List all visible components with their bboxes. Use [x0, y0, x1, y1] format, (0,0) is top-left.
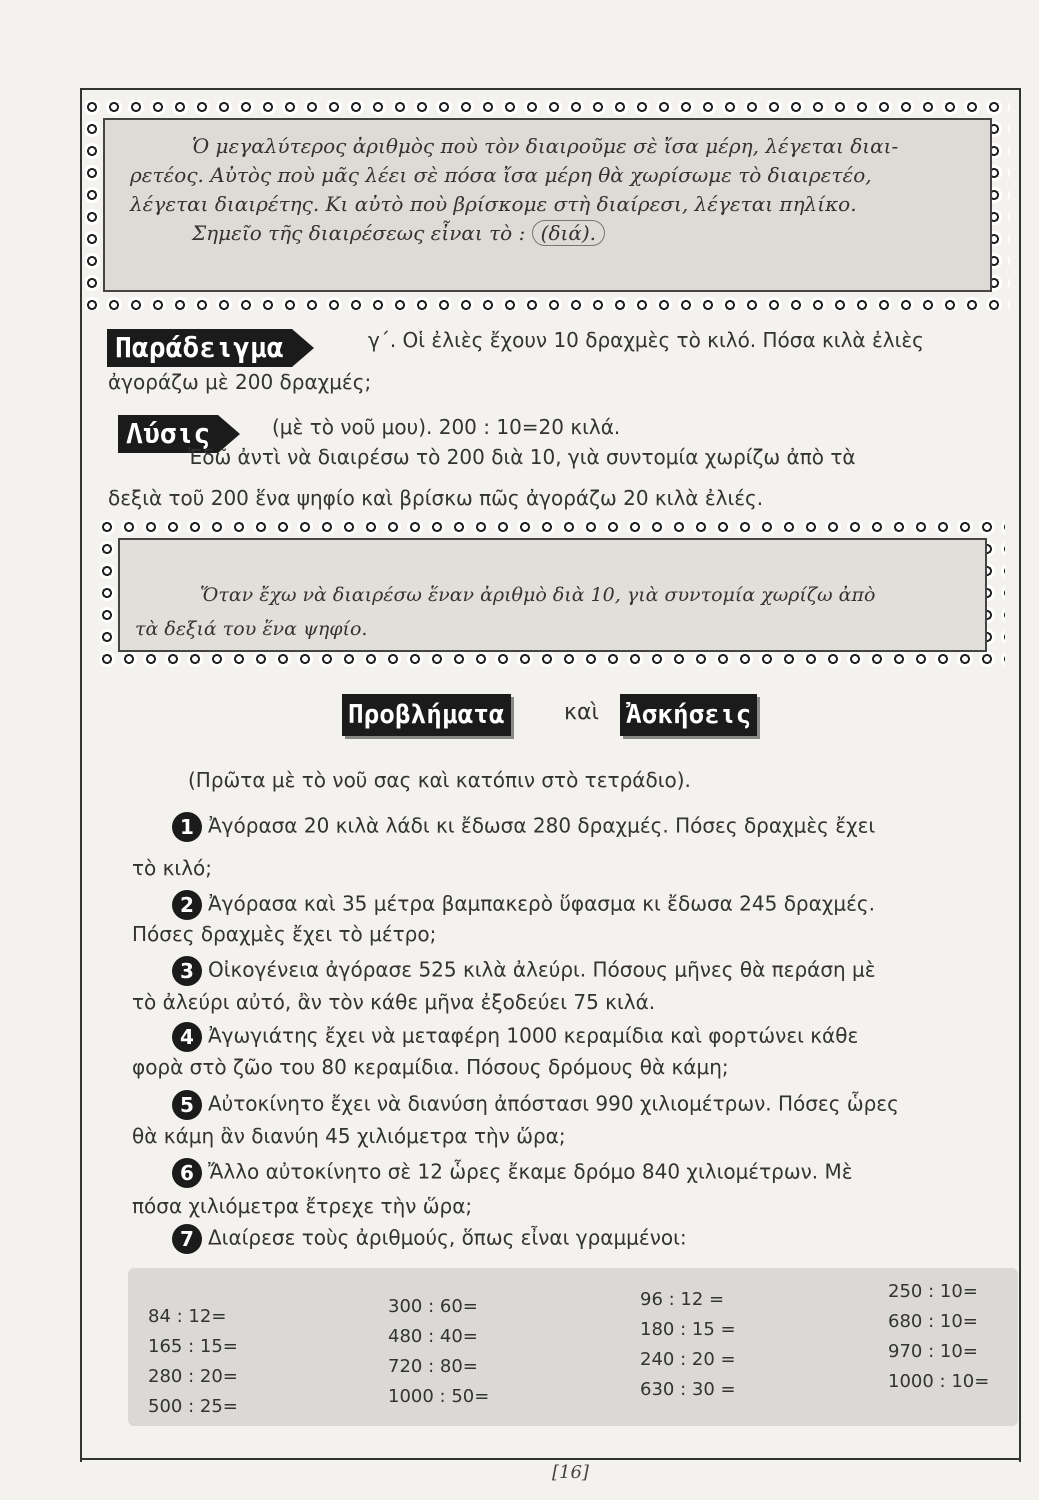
- exercise-item: 96 : 12 =: [640, 1289, 725, 1310]
- problem-line: Διαίρεσε τοὺς ἀριθμούς, ὅπως εἶναι γραμμένοι:: [208, 1225, 687, 1250]
- problem-6: [172, 1158, 853, 1188]
- problem-line: Ἀγόρασα 20 κιλὰ λάδι κι ἔδωσα 280 δραχμές. Πόσες δραχμὲς ἔχει: [208, 813, 876, 838]
- exercise-item: 680 : 10=: [888, 1311, 978, 1332]
- definition-line-1: Ὁ μεγαλύτερος ἀριθμὸς ποὺ τὸν διαιροῦμε σὲ ἴσα μέρη, λέγεται διαι-: [192, 134, 899, 158]
- exercise-item: 240 : 20 =: [640, 1349, 736, 1370]
- exercise-item: 970 : 10=: [888, 1341, 978, 1362]
- problem-line: Αὐτοκίνητο ἔχει νὰ διανύση ἀπόστασι 990 χιλιομέτρων. Πόσες ὧρες: [208, 1091, 899, 1116]
- problem-number-badge: 4: [172, 1022, 202, 1052]
- problem-1-cont: τὸ κιλό;: [132, 856, 212, 880]
- exercise-item: 630 : 30 =: [640, 1379, 736, 1400]
- problem-2: [172, 890, 875, 920]
- problem-6-cont: πόσα χιλιόμετρα ἔτρεχε τὴν ὥρα;: [132, 1194, 473, 1218]
- problem-number-badge: 5: [172, 1090, 202, 1120]
- exercise-column-2: [388, 1292, 489, 1412]
- division-symbol: (διά).: [532, 220, 605, 246]
- page-number: [16]: [552, 1462, 589, 1483]
- division-sign-text: Σημεῖο τῆς διαιρέσεως εἶναι τὸ :: [192, 221, 526, 245]
- solution-line-1: (μὲ τὸ νοῦ μου). 200 : 10=20 κιλά.: [272, 415, 621, 439]
- problem-3: [172, 956, 876, 986]
- problem-7: [172, 1224, 687, 1254]
- problem-2-cont: Πόσες δραχμὲς ἔχει τὸ μέτρο;: [132, 922, 437, 946]
- problem-line: Ἀγωγιάτης ἔχει νὰ μεταφέρη 1000 κεραμίδια καὶ φορτώνει κάθε: [208, 1023, 859, 1048]
- definition-line-3: λέγεται διαιρέτης. Κι αὐτὸ ποὺ βρίσκομε στὴ διαίρεσι, λέγεται πηλίκο.: [130, 192, 857, 216]
- problem-number-badge: 1: [172, 812, 202, 842]
- heading-and: καὶ: [564, 700, 599, 725]
- rule-line-1: Ὅταν ἔχω νὰ διαιρέσω ἕναν ἀριθμὸ διὰ 10, γιὰ συντομία χωρίζω ἀπὸ: [200, 584, 876, 606]
- rule-line-2: τὰ δεξιά του ἕνα ψηφίο.: [135, 618, 368, 640]
- heading-exercises: Ἀσκήσεις: [620, 694, 757, 736]
- problem-1: [172, 812, 875, 842]
- problem-number-badge: 2: [172, 890, 202, 920]
- exercise-item: 500 : 25=: [148, 1396, 238, 1417]
- solution-line-3: δεξιὰ τοῦ 200 ἕνα ψηφίο καὶ βρίσκω πῶς ἀγοράζω 20 κιλὰ ἐλιές.: [108, 486, 764, 510]
- exercise-item: 1000 : 10=: [888, 1371, 990, 1392]
- problem-4-cont: φορὰ στὸ ζῶο του 80 κεραμίδια. Πόσους δρόμους θὰ κάμη;: [132, 1055, 729, 1079]
- problem-line: Ἀγόρασα καὶ 35 μέτρα βαμπακερὸ ὕφασμα κι ἔδωσα 245 δραχμές.: [208, 891, 875, 916]
- definition-line-4: [130, 219, 960, 248]
- page-frame-bottom: [80, 1458, 1021, 1460]
- problem-3-cont: τὸ ἀλεύρι αὐτό, ἂν τὸν κάθε μῆνα ἐξοδεύει 75 κιλά.: [132, 990, 656, 1014]
- exercise-item: 84 : 12=: [148, 1306, 227, 1327]
- exercise-box: [128, 1268, 1018, 1426]
- problem-number-badge: 7: [172, 1224, 202, 1254]
- problem-number-badge: 6: [172, 1158, 202, 1188]
- example-line-2: ἀγοράζω μὲ 200 δραχμές;: [108, 370, 372, 394]
- exercise-item: 165 : 15=: [148, 1336, 238, 1357]
- rule-text: [135, 578, 965, 646]
- exercise-item: 480 : 40=: [388, 1326, 478, 1347]
- example-line-1: γ΄. Οἱ ἐλιὲς ἔχουν 10 δραχμὲς τὸ κιλό. Πόσα κιλὰ ἐλιὲς: [368, 328, 924, 352]
- example-tag: Παράδειγμα: [107, 329, 292, 367]
- definition-line-2: ρετέος. Αὐτὸς ποὺ μᾶς λέει σὲ πόσα ἴσα μέρη θὰ χωρίσωμε τὸ διαιρετέο,: [130, 163, 872, 187]
- exercise-item: 250 : 10=: [888, 1281, 978, 1302]
- solution-tag: Λύσις: [118, 415, 218, 453]
- exercise-item: 300 : 60=: [388, 1296, 478, 1317]
- exercise-column-4: [888, 1277, 989, 1397]
- exercise-column-3: [640, 1285, 736, 1405]
- problem-5: [172, 1090, 899, 1120]
- exercise-item: 180 : 15 =: [640, 1319, 736, 1340]
- solution-line-2: Ἐδῶ ἀντὶ νὰ διαιρέσω τὸ 200 διὰ 10, γιὰ συντομία χωρίζω ἀπὸ τὰ: [188, 445, 856, 469]
- exercise-column-1: [148, 1302, 238, 1422]
- exercise-item: 280 : 20=: [148, 1366, 238, 1387]
- problem-line: Οἰκογένεια ἀγόρασε 525 κιλὰ ἀλεύρι. Πόσους μῆνες θὰ περάση μὲ: [208, 957, 876, 982]
- definition-text: [130, 132, 960, 248]
- problem-5-cont: θὰ κάμη ἂν διανύη 45 χιλιόμετρα τὴν ὥρα;: [132, 1124, 566, 1148]
- exercise-item: 720 : 80=: [388, 1356, 478, 1377]
- heading-problems: Προβλήματα: [342, 694, 511, 736]
- section-intro: (Πρῶτα μὲ τὸ νοῦ σας καὶ κατόπιν στὸ τετράδιο).: [188, 768, 691, 792]
- problem-number-badge: 3: [172, 956, 202, 986]
- problem-4: [172, 1022, 858, 1052]
- exercise-item: 1000 : 50=: [388, 1386, 490, 1407]
- problem-line: Ἄλλο αὐτοκίνητο σὲ 12 ὧρες ἔκαμε δρόμο 840 χιλιομέτρων. Μὲ: [208, 1159, 853, 1184]
